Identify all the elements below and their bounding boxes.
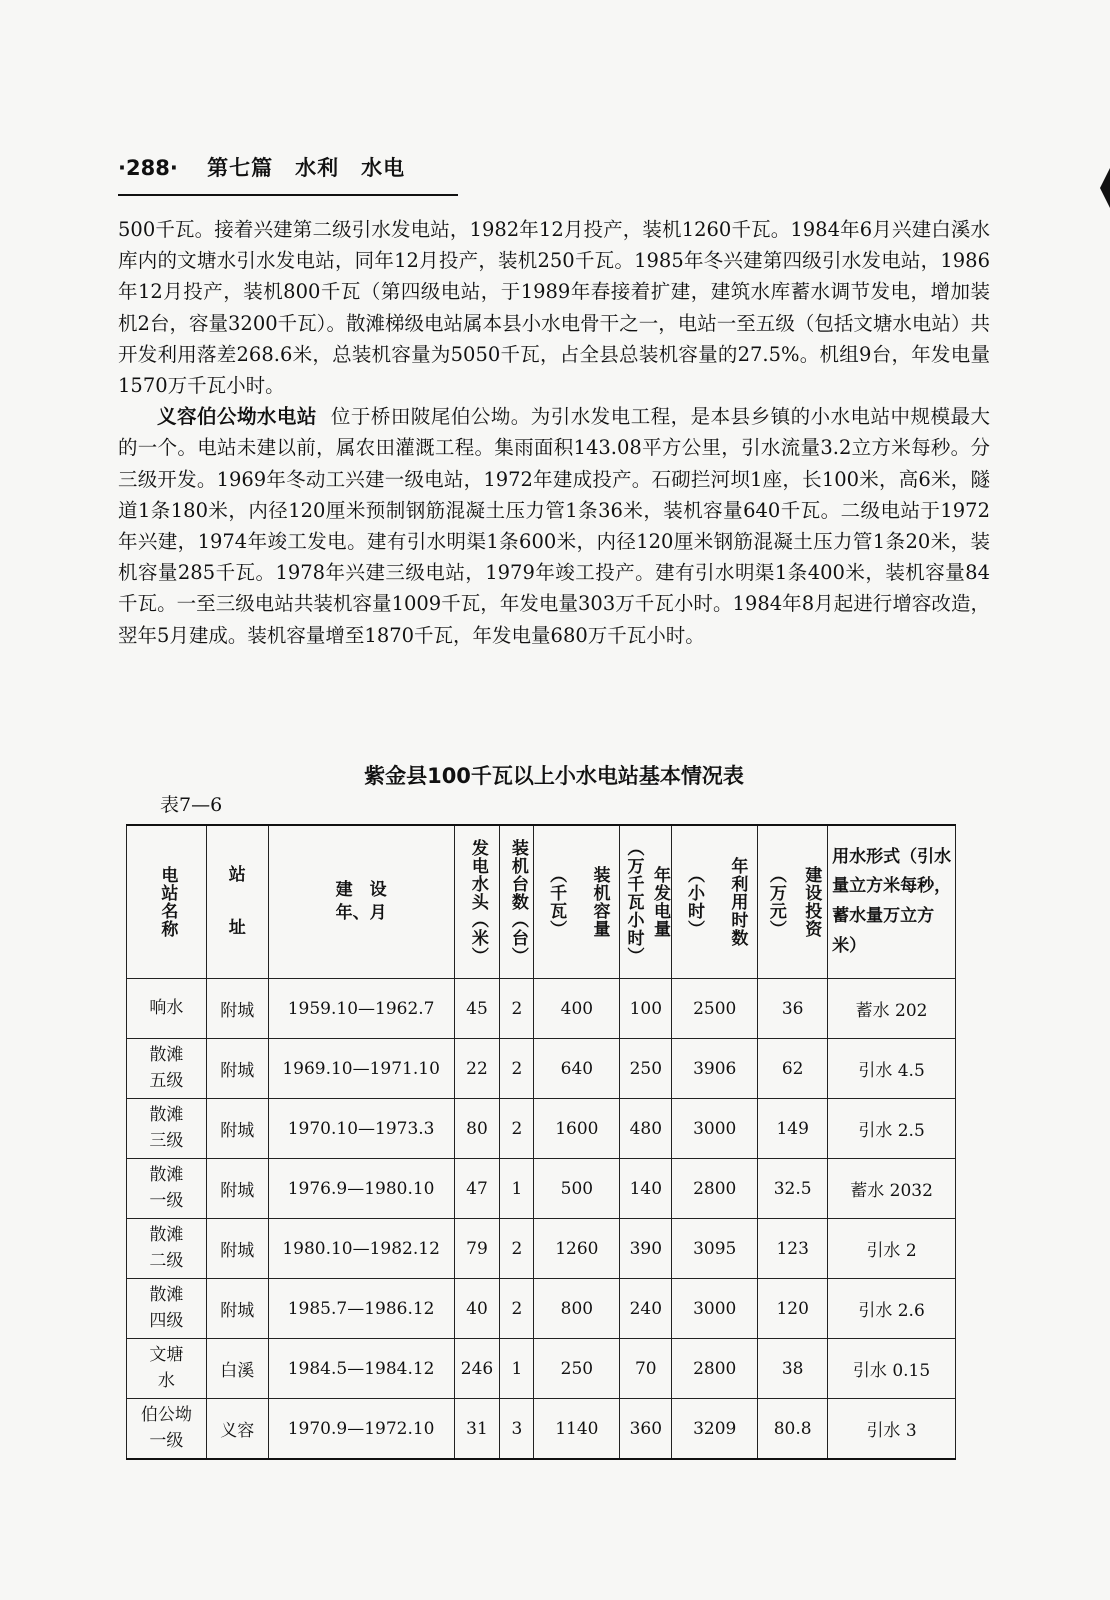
col-header-head: 发电水头（米） [454,825,500,979]
table-title: 紫金县100千瓦以上小水电站基本情况表 [364,764,744,788]
cell-invest: 123 [758,1219,828,1279]
cell-capacity: 800 [534,1279,620,1339]
cell-head: 45 [454,979,500,1039]
cell-usage: 引水 3 [828,1399,956,1460]
table-row [127,1039,956,1099]
cell-capacity: 400 [534,979,620,1039]
cell-head: 22 [454,1039,500,1099]
page-number: ·288· [118,156,178,180]
cell-invest: 80.8 [758,1399,828,1460]
cell-head: 31 [454,1399,500,1460]
col-header-capacity: 装机容量 （千瓦） [534,825,620,979]
cell-site: 附城 [206,1279,268,1339]
cell-units: 1 [500,1159,534,1219]
cell-units: 2 [500,1219,534,1279]
col-header-hours: 年利用时数 （小时） [672,825,758,979]
cell-usage: 引水 0.15 [828,1339,956,1399]
cell-annual-gen: 250 [620,1039,672,1099]
table-row [127,1219,956,1279]
cell-capacity: 1260 [534,1219,620,1279]
col-header-site: 站 址 [206,825,268,979]
cell-invest: 120 [758,1279,828,1339]
cell-name: 响水 [127,979,207,1039]
cell-site: 附城 [206,979,268,1039]
cell-annual-gen: 480 [620,1099,672,1159]
cell-usage: 引水 4.5 [828,1039,956,1099]
paragraph [118,214,990,401]
cell-annual-gen: 360 [620,1399,672,1460]
cell-hours: 2800 [672,1339,758,1399]
col-header-built: 建 设 年、月 [268,825,454,979]
col-header-usage: 用水形式（引水量立方米每秒，蓄水量万立方米） [828,825,956,979]
cell-capacity: 500 [534,1159,620,1219]
table-row [127,1279,956,1339]
cell-annual-gen: 140 [620,1159,672,1219]
cell-name: 散滩 五级 [127,1039,207,1099]
chapter-title: 第七篇 水利 水电 [207,156,406,180]
cell-name: 伯公坳 一级 [127,1399,207,1460]
col-header-name: 电站名称 [127,825,207,979]
cell-built: 1976.9—1980.10 [268,1159,454,1219]
cell-units: 1 [500,1339,534,1399]
cell-built: 1959.10—1962.7 [268,979,454,1039]
table-number: 表7—6 [160,794,223,816]
cell-usage: 引水 2.5 [828,1099,956,1159]
cell-annual-gen: 70 [620,1339,672,1399]
cell-capacity: 250 [534,1339,620,1399]
cell-units: 3 [500,1399,534,1460]
cell-hours: 3000 [672,1279,758,1339]
cell-hours: 2800 [672,1159,758,1219]
table-row [127,1159,956,1219]
cell-built: 1984.5—1984.12 [268,1339,454,1399]
table-row [127,1099,956,1159]
cell-usage: 引水 2.6 [828,1279,956,1339]
cell-name: 文塘 水 [127,1339,207,1399]
paragraph [118,401,990,651]
cell-capacity: 640 [534,1039,620,1099]
cell-name: 散滩 一级 [127,1159,207,1219]
table-row [127,1399,956,1460]
cell-site: 附城 [206,1219,268,1279]
cell-invest: 36 [758,979,828,1039]
cell-built: 1970.9—1972.10 [268,1399,454,1460]
cell-hours: 3906 [672,1039,758,1099]
cell-capacity: 1600 [534,1099,620,1159]
page-header [118,152,458,196]
cell-usage: 蓄水 202 [828,979,956,1039]
cell-site: 白溪 [206,1339,268,1399]
col-header-annual-gen: 年发电量 （万千瓦小时） [620,825,672,979]
cell-invest: 38 [758,1339,828,1399]
cell-head: 47 [454,1159,500,1219]
cell-name: 散滩 四级 [127,1279,207,1339]
cell-hours: 2500 [672,979,758,1039]
cell-name: 散滩 三级 [127,1099,207,1159]
cell-head: 40 [454,1279,500,1339]
cell-units: 2 [500,1099,534,1159]
cell-built: 1970.10—1973.3 [268,1099,454,1159]
cell-name: 散滩 二级 [127,1219,207,1279]
cell-invest: 62 [758,1039,828,1099]
cell-units: 2 [500,979,534,1039]
cell-head: 246 [454,1339,500,1399]
cell-usage: 引水 2 [828,1219,956,1279]
cell-built: 1980.10—1982.12 [268,1219,454,1279]
cell-annual-gen: 100 [620,979,672,1039]
stations-table [126,824,956,1460]
edge-mark [1100,168,1110,208]
cell-invest: 32.5 [758,1159,828,1219]
cell-hours: 3000 [672,1099,758,1159]
cell-hours: 3095 [672,1219,758,1279]
cell-capacity: 1140 [534,1399,620,1460]
col-header-invest: 建设投资 （万元） [758,825,828,979]
cell-usage: 蓄水 2032 [828,1159,956,1219]
cell-annual-gen: 240 [620,1279,672,1339]
cell-built: 1969.10—1971.10 [268,1039,454,1099]
table-row [127,979,956,1039]
cell-site: 附城 [206,1039,268,1099]
cell-head: 80 [454,1099,500,1159]
cell-hours: 3209 [672,1399,758,1460]
cell-site: 附城 [206,1099,268,1159]
cell-site: 附城 [206,1159,268,1219]
col-header-units: 装机台数（台） [500,825,534,979]
paragraph-lead: 义容伯公坳水电站 [157,405,317,429]
paragraph-text: 500千瓦。接着兴建第二级引水发电站，1982年12月投产，装机1260千瓦。1984年6月兴建白溪水库内的文塘水引水发电站，同年12月投产，装机250千瓦。1985年冬兴建第四级引水发电站，1986年12月投产，装机800千瓦（第四级电站，于1989年春接着扩建，建筑水库蓄水调节发电，增加装机2台，容量3200千瓦）。散滩梯级电站属本县小水电骨干之一，电站一至五级（包括文塘水电站）共开发利用落差268.6米，总装机容量为5050千瓦，占全县总装机容量的27.5%。机组9台，年发电量1570万千瓦小时。 [118,218,990,398]
cell-head: 79 [454,1219,500,1279]
table-row [127,1339,956,1399]
table-header-row [127,825,956,979]
cell-units: 2 [500,1039,534,1099]
cell-units: 2 [500,1279,534,1339]
paragraph-text: 位于桥田陂尾伯公坳。为引水发电工程，是本县乡镇的小水电站中规模最大的一个。电站未建以前，属农田灌溉工程。集雨面积143.08平方公里，引水流量3.2立方米每秒。分三级开发。1969年冬动工兴建一级电站，1972年建成投产。石砌拦河坝1座，长100米，高6米，隧道1条180米，内径120厘米预制钢筋混凝土压力管1条36米，装机容量640千瓦。二级电站于1972年兴建，1974年竣工发电。建有引水明渠1条600米，内径120厘米钢筋混凝土压力管1条20米，装机容量285千瓦。1978年兴建三级电站，1979年竣工投产。建有引水明渠1条400米，装机容量84千瓦。一至三级电站共装机容量1009千瓦，年发电量303万千瓦小时。1984年8月起进行增容改造，翌年5月建成。装机容量增至1870千瓦，年发电量680万千瓦小时。 [118,405,990,647]
body-text [118,214,990,651]
cell-built: 1985.7—1986.12 [268,1279,454,1339]
cell-invest: 149 [758,1099,828,1159]
cell-site: 义容 [206,1399,268,1460]
cell-annual-gen: 390 [620,1219,672,1279]
